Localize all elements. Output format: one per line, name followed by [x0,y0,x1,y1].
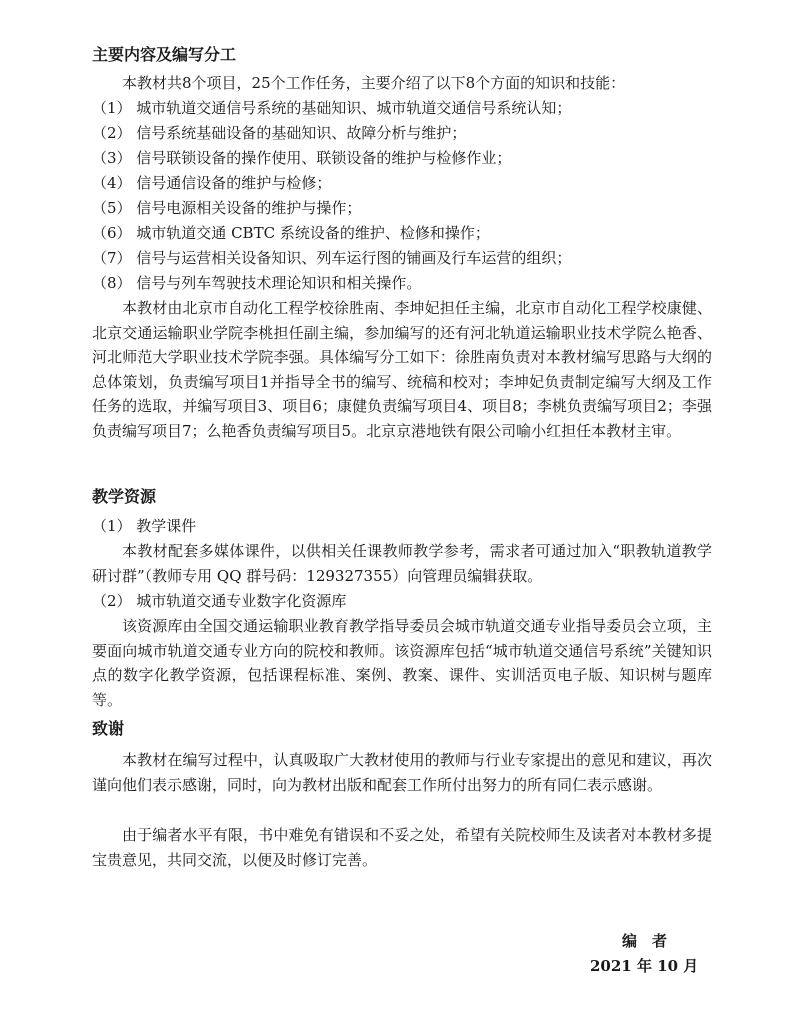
list-item: （5） 信号电源相关设备的维护与操作； [92,199,362,217]
list-item: （8） 信号与列车驾驶技术理论知识和相关操作。 [92,274,422,292]
subsection-title-courseware: （1） 教学课件 [92,517,197,535]
authors-paragraph: 本教材由北京市自动化工程学校徐胜南、李坤妃担任主编，北京市自动化工程学校康健、北京交通运输职业学院李桃担任副主编，参加编写的还有河北轨道运输职业技术学院么艳香、河北师范大学职业技术学院李强。具体编写分工如下：徐胜南负责对本教材编写思路与大纲的总体策划，负责编写项目1并指导全书的编写、统稿和校对；李坤妃负责制定编写大纲及工作任务的选取，并编写项目3、项目6；康健负责编写项目4、项目8；李桃负责编写项目2；李强负责编写项目7；么艳香负责编写项目5。北京京港地铁有限公司喻小红担任本教材主审。 [92,299,712,440]
signature-date: 2021 年 10 月 [590,957,699,975]
intro-text: 本教材共8个项目，25个工作任务，主要介绍了以下8个方面的知识和技能： [122,74,626,92]
acknowledgement-paragraph: 本教材在编写过程中，认真吸取广大教材使用的教师与行业专家提出的意见和建议，再次谨向他们表示感谢，同时，向为教材出版和配套工作所付出努力的所有同仁表示感谢。 [92,751,712,794]
courseware-paragraph: 本教材配套多媒体课件，以供相关任课教师教学参考，需求者可通过加入“职教轨道教学研讨群”（教师专用 QQ 群号码：129327355）向管理员编辑获取。 [92,542,712,585]
list-item: （7） 信号与运营相关设备知识、列车运行图的铺画及行车运营的组织； [92,249,572,267]
subsection-title-resource-library: （2） 城市轨道交通专业数字化资源库 [92,592,347,610]
apology-paragraph: 由于编者水平有限，书中难免有错误和不妥之处，希望有关院校师生及读者对本教材多提宝贵意见，共同交流，以便及时修订完善。 [92,826,712,869]
section-heading-acknowledgements: 致谢 [92,719,125,738]
list-item: （2） 信号系统基础设备的基础知识、故障分析与维护； [92,124,467,142]
list-item: （1） 城市轨道交通信号系统的基础知识、城市轨道交通信号系统认知； [92,99,572,117]
section-heading-main-content: 主要内容及编写分工 [92,45,237,64]
list-item: （6） 城市轨道交通 CBTC 系统设备的维护、检修和操作； [92,224,490,242]
resource-library-paragraph: 该资源库由全国交通运输职业教育教学指导委员会城市轨道交通专业指导委员会立项，主要面向城市轨道交通专业方向的院校和教师。该资源库包括“城市轨道交通信号系统”关键知识点的数字化教学资源，包括课程标准、案例、教案、课件、实训活页电子版、知识树与题库等。 [92,617,712,709]
list-item: （4） 信号通信设备的维护与检修； [92,174,332,192]
list-item: （3） 信号联锁设备的操作使用、联锁设备的维护与检修作业； [92,149,512,167]
signature-author: 编 者 [622,932,668,950]
section-heading-teaching-resources: 教学资源 [92,487,157,506]
